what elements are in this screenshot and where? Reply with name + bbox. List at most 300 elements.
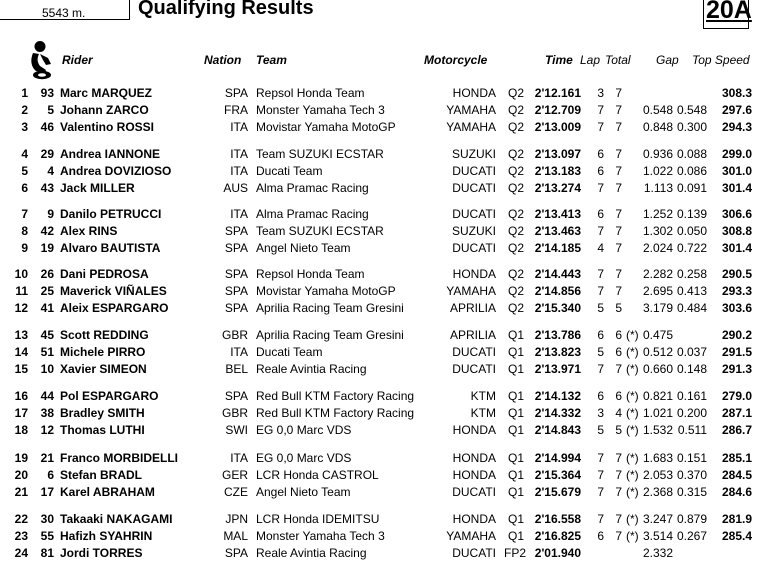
team-name: Aprilia Racing Team Gresini: [256, 301, 404, 315]
team-name: Repsol Honda Team: [256, 267, 365, 281]
total-laps: 7: [615, 181, 622, 195]
nation: GER: [222, 468, 249, 482]
lap-time: 2'13.097: [534, 147, 581, 161]
top-speed: 308.8: [721, 224, 752, 238]
nation: MAL: [223, 529, 248, 543]
nation: SPA: [224, 301, 248, 315]
nation: GBR: [222, 328, 249, 342]
document-code: 20A: [706, 0, 752, 24]
header-rider: Rider: [62, 53, 93, 67]
penalty-mark: (*): [626, 529, 639, 543]
lap-time: 2'13.823: [534, 345, 581, 359]
total-laps: 7: [615, 164, 622, 178]
position: 16: [14, 389, 28, 403]
gap-to-previous: 0.548: [676, 103, 707, 117]
session: Q1: [507, 485, 524, 499]
nation: JPN: [225, 512, 248, 526]
gap-to-previous: 0.267: [676, 529, 707, 543]
motorcycle: HONDA: [452, 423, 496, 437]
motorcycle: DUCATI: [452, 345, 496, 359]
table-row: [0, 545, 765, 562]
gap-to-previous: 0.300: [676, 120, 707, 134]
motorcycle: DUCATI: [452, 546, 496, 560]
rider-number: 41: [40, 301, 54, 315]
total-laps: 4: [615, 406, 622, 420]
total-laps: 7: [615, 485, 622, 499]
position: 19: [14, 451, 28, 465]
rider-name: Pol ESPARGARO: [60, 389, 159, 403]
motorcycle: DUCATI: [452, 485, 496, 499]
session: Q1: [507, 512, 524, 526]
lap-time: 2'01.940: [534, 546, 581, 560]
lap-time: 2'12.161: [534, 86, 581, 100]
total-laps: 7: [615, 267, 622, 281]
gap-to-first: 1.532: [642, 423, 673, 437]
top-speed: 297.6: [721, 103, 752, 117]
gap-to-previous: 0.258: [676, 267, 707, 281]
gap-to-previous: 0.151: [676, 451, 707, 465]
nation: ITA: [230, 345, 248, 359]
session: Q2: [507, 120, 524, 134]
table-row: [0, 283, 765, 300]
top-speed: 294.3: [721, 120, 752, 134]
circuit-length: 5543 m.: [42, 6, 86, 20]
gap-to-previous: 0.370: [676, 468, 707, 482]
gap-to-first: 1.022: [642, 164, 673, 178]
table-row: [0, 240, 765, 257]
table-row: [0, 266, 765, 283]
table-row: [0, 388, 765, 405]
table-row: [0, 344, 765, 361]
team-name: Monster Yamaha Tech 3: [256, 103, 385, 117]
best-lap: 6: [597, 164, 604, 178]
rider-number: 26: [40, 267, 54, 281]
gap-to-first: 1.683: [642, 451, 673, 465]
rider-number: 19: [40, 241, 54, 255]
position: 6: [21, 181, 28, 195]
table-row: [0, 484, 765, 501]
nation: BEL: [225, 362, 248, 376]
motorcycle: DUCATI: [452, 362, 496, 376]
gap-to-first: 2.024: [642, 241, 673, 255]
session: Q2: [507, 284, 524, 298]
rider-name: Maverick VIÑALES: [60, 284, 167, 298]
lap-time: 2'13.971: [534, 362, 581, 376]
motorcycle: HONDA: [452, 451, 496, 465]
nation: SPA: [224, 284, 248, 298]
lap-time: 2'14.443: [534, 267, 581, 281]
position: 7: [21, 207, 28, 221]
page-title: Qualifying Results: [138, 0, 314, 19]
session: Q1: [507, 406, 524, 420]
team-name: Team SUZUKI ECSTAR: [256, 224, 384, 238]
session: Q1: [507, 423, 524, 437]
motorcycle: SUZUKI: [451, 224, 496, 238]
rider-number: 93: [40, 86, 54, 100]
nation: SPA: [224, 546, 248, 560]
total-laps: 6: [615, 328, 622, 342]
header-time: Time: [545, 53, 573, 67]
motorcycle: DUCATI: [452, 241, 496, 255]
rider-name: Franco MORBIDELLI: [60, 451, 179, 465]
rider-name: Scott REDDING: [60, 328, 149, 342]
team-name: Ducati Team: [256, 345, 323, 359]
gap-to-previous: 0.091: [676, 181, 707, 195]
gap-to-first: 0.821: [642, 389, 673, 403]
best-lap: 7: [597, 485, 604, 499]
rider-name: Johann ZARCO: [60, 103, 149, 117]
lap-time: 2'14.994: [534, 451, 581, 465]
lap-time: 2'13.413: [534, 207, 581, 221]
rider-name: Dani PEDROSA: [60, 267, 149, 281]
lap-time: 2'13.786: [534, 328, 581, 342]
motorcycle: YAMAHA: [446, 529, 496, 543]
penalty-mark: (*): [626, 485, 639, 499]
gap-to-previous: 0.484: [676, 301, 707, 315]
gap-to-first: 2.332: [642, 546, 673, 560]
team-name: LCR Honda IDEMITSU: [256, 512, 380, 526]
table-row: [0, 85, 765, 102]
best-lap: 5: [597, 345, 604, 359]
position: 24: [14, 546, 28, 560]
team-name: Reale Avintia Racing: [256, 362, 367, 376]
gap-to-first: 1.113: [643, 181, 673, 195]
best-lap: 7: [597, 267, 604, 281]
rider-name: Andrea DOVIZIOSO: [60, 164, 172, 178]
rider-number: 10: [40, 362, 54, 376]
top-speed: 306.6: [721, 207, 752, 221]
gap-to-first: 2.282: [642, 267, 673, 281]
team-name: Red Bull KTM Factory Racing: [256, 389, 415, 403]
lap-time: 2'15.364: [534, 468, 581, 482]
gap-to-first: 0.848: [642, 120, 673, 134]
best-lap: 5: [597, 301, 604, 315]
motorcycle: APRILIA: [449, 301, 496, 315]
best-lap: 7: [597, 284, 604, 298]
lap-time: 2'15.340: [534, 301, 581, 315]
best-lap: 6: [597, 147, 604, 161]
team-name: Movistar Yamaha MotoGP: [256, 284, 396, 298]
total-laps: 7: [615, 512, 622, 526]
session: FP2: [504, 546, 527, 560]
penalty-mark: (*): [626, 423, 639, 437]
rider-number: 55: [40, 529, 54, 543]
rider-name: Takaaki NAKAGAMI: [60, 512, 173, 526]
table-row: [0, 450, 765, 467]
position: 8: [21, 224, 28, 238]
motorcycle: DUCATI: [452, 181, 496, 195]
rider-number: 21: [40, 451, 54, 465]
rider-number: 9: [47, 207, 54, 221]
motorcycle: HONDA: [452, 468, 496, 482]
team-name: Angel Nieto Team: [256, 485, 351, 499]
top-speed: 285.4: [721, 529, 752, 543]
top-speed: 303.6: [721, 301, 752, 315]
team-name: Angel Nieto Team: [256, 241, 351, 255]
table-row: [0, 422, 765, 439]
gap-to-first: 2.695: [642, 284, 673, 298]
position: 14: [14, 345, 28, 359]
rider-number: 45: [40, 328, 54, 342]
header-motorcycle: Motorcycle: [424, 53, 488, 67]
gap-to-previous: 0.722: [676, 241, 707, 255]
position: 2: [21, 103, 28, 117]
session: Q2: [507, 181, 524, 195]
team-name: Aprilia Racing Team Gresini: [256, 328, 404, 342]
total-laps: 7: [615, 241, 622, 255]
session: Q1: [507, 451, 524, 465]
gap-to-first: 1.252: [642, 207, 673, 221]
table-row: [0, 206, 765, 223]
penalty-mark: (*): [626, 512, 639, 526]
top-speed: 308.3: [721, 86, 752, 100]
top-speed: 299.0: [721, 147, 752, 161]
position: 5: [21, 164, 28, 178]
best-lap: 6: [597, 389, 604, 403]
team-name: LCR Honda CASTROL: [256, 468, 379, 482]
rider-name: Bradley SMITH: [60, 406, 145, 420]
header-gap: Gap: [656, 53, 679, 67]
lap-time: 2'14.843: [534, 423, 581, 437]
session: Q1: [507, 529, 524, 543]
table-row: [0, 223, 765, 240]
total-laps: 7: [615, 147, 622, 161]
penalty-mark: (*): [626, 406, 639, 420]
table-row: [0, 163, 765, 180]
best-lap: 5: [597, 423, 604, 437]
session: Q2: [507, 241, 524, 255]
nation: GBR: [222, 406, 249, 420]
rider-name: Danilo PETRUCCI: [60, 207, 162, 221]
best-lap: 6: [597, 207, 604, 221]
rider-number: 51: [40, 345, 54, 359]
position: 3: [21, 120, 28, 134]
motorcycle: HONDA: [452, 512, 496, 526]
top-speed: 301.4: [721, 241, 752, 255]
total-laps: 7: [615, 529, 622, 543]
team-name: Movistar Yamaha MotoGP: [256, 120, 396, 134]
total-laps: 7: [615, 86, 622, 100]
position: 9: [21, 241, 28, 255]
position: 15: [14, 362, 28, 376]
team-name: Reale Avintia Racing: [256, 546, 367, 560]
motorcycle: KTM: [470, 406, 496, 420]
team-name: Red Bull KTM Factory Racing: [256, 406, 415, 420]
nation: AUS: [223, 181, 248, 195]
gap-to-first: 0.512: [642, 345, 673, 359]
nation: SPA: [224, 86, 248, 100]
gap-to-first: 2.368: [642, 485, 673, 499]
rider-name: Alvaro BAUTISTA: [60, 241, 161, 255]
session: Q2: [507, 207, 524, 221]
gap-to-first: 0.936: [642, 147, 673, 161]
total-laps: 7: [615, 284, 622, 298]
best-lap: 7: [597, 451, 604, 465]
gap-to-first: 3.514: [642, 529, 673, 543]
motorcycle: YAMAHA: [446, 120, 496, 134]
motorcycle: DUCATI: [452, 164, 496, 178]
position: 22: [14, 512, 28, 526]
lap-time: 2'14.332: [534, 406, 581, 420]
table-row: [0, 511, 765, 528]
gap-to-first: 2.053: [642, 468, 673, 482]
lap-time: 2'15.679: [534, 485, 581, 499]
header-nation: Nation: [204, 53, 242, 67]
rider-number: 38: [40, 406, 54, 420]
table-row: [0, 405, 765, 422]
position: 17: [14, 406, 28, 420]
session: Q2: [507, 86, 524, 100]
header-lap: Lap: [580, 53, 601, 67]
nation: SPA: [224, 389, 248, 403]
session: Q2: [507, 224, 524, 238]
lap-time: 2'13.183: [534, 164, 581, 178]
team-name: EG 0,0 Marc VDS: [256, 423, 352, 437]
motorcycle-rider-icon: [24, 40, 58, 80]
total-laps: 7: [615, 120, 622, 134]
rider-name: Marc MARQUEZ: [60, 86, 153, 100]
gap-to-previous: 0.161: [676, 389, 707, 403]
gap-to-previous: 0.086: [676, 164, 707, 178]
table-row: [0, 528, 765, 545]
team-name: Monster Yamaha Tech 3: [256, 529, 385, 543]
best-lap: 7: [597, 468, 604, 482]
position: 10: [14, 267, 28, 281]
rider-name: Andrea IANNONE: [60, 147, 161, 161]
session: Q1: [507, 468, 524, 482]
rider-name: Thomas LUTHI: [60, 423, 145, 437]
motorcycle: HONDA: [452, 267, 496, 281]
motorcycle: KTM: [470, 389, 496, 403]
best-lap: 7: [597, 103, 604, 117]
position: 12: [14, 301, 28, 315]
rider-number: 46: [40, 120, 54, 134]
table-row: [0, 300, 765, 317]
lap-time: 2'14.856: [534, 284, 581, 298]
lap-time: 2'13.274: [534, 181, 581, 195]
session: Q2: [507, 267, 524, 281]
rider-number: 25: [40, 284, 54, 298]
rider-number: 5: [47, 103, 54, 117]
nation: FRA: [224, 103, 248, 117]
team-name: Repsol Honda Team: [256, 86, 365, 100]
gap-to-first: 0.475: [642, 328, 673, 342]
total-laps: 7: [615, 451, 622, 465]
total-laps: 7: [615, 207, 622, 221]
lap-time: 2'13.009: [534, 120, 581, 134]
position: 23: [14, 529, 28, 543]
penalty-mark: (*): [626, 345, 639, 359]
best-lap: 7: [597, 120, 604, 134]
total-laps: 5: [615, 423, 622, 437]
gap-to-first: 3.179: [642, 301, 673, 315]
top-speed: 291.5: [721, 345, 752, 359]
gap-to-previous: 0.037: [676, 345, 707, 359]
team-name: Alma Pramac Racing: [256, 207, 369, 221]
lap-time: 2'16.825: [534, 529, 581, 543]
motorcycle: HONDA: [452, 86, 496, 100]
table-row: [0, 102, 765, 119]
rider-name: Michele PIRRO: [60, 345, 146, 359]
best-lap: 7: [597, 362, 604, 376]
top-speed: 290.2: [721, 328, 752, 342]
top-speed: 281.9: [721, 512, 752, 526]
top-speed: 301.4: [721, 181, 752, 195]
table-row: [0, 467, 765, 484]
nation: SPA: [224, 267, 248, 281]
header-total: Total: [605, 53, 631, 67]
session: Q1: [507, 389, 524, 403]
nation: SWI: [225, 423, 248, 437]
gap-to-previous: 0.200: [676, 406, 707, 420]
header-team: Team: [256, 53, 287, 67]
rider-number: 29: [40, 147, 54, 161]
session: Q1: [507, 345, 524, 359]
top-speed: 293.3: [721, 284, 752, 298]
position: 4: [21, 147, 28, 161]
session: Q2: [507, 301, 524, 315]
position: 13: [14, 328, 28, 342]
rider-number: 12: [40, 423, 54, 437]
motorcycle: YAMAHA: [446, 284, 496, 298]
top-speed: 290.5: [721, 267, 752, 281]
table-row: [0, 361, 765, 378]
top-speed: 279.0: [721, 389, 752, 403]
rider-number: 44: [40, 389, 54, 403]
gap-to-previous: 0.879: [676, 512, 707, 526]
motorcycle: APRILIA: [449, 328, 496, 342]
lap-time: 2'14.132: [534, 389, 581, 403]
nation: CZE: [224, 485, 248, 499]
best-lap: 7: [597, 224, 604, 238]
rider-number: 6: [47, 468, 54, 482]
position: 11: [15, 284, 28, 298]
total-laps: 5: [615, 301, 622, 315]
lap-time: 2'14.185: [534, 241, 581, 255]
nation: SPA: [224, 241, 248, 255]
best-lap: 7: [597, 181, 604, 195]
nation: ITA: [230, 451, 248, 465]
table-row: [0, 327, 765, 344]
gap-to-first: 1.302: [642, 224, 673, 238]
nation: ITA: [230, 147, 248, 161]
rider-number: 4: [47, 164, 54, 178]
gap-to-previous: 0.315: [676, 485, 707, 499]
gap-to-first: 0.548: [642, 103, 673, 117]
lap-time: 2'13.463: [534, 224, 581, 238]
rider-number: 42: [40, 224, 54, 238]
penalty-mark: (*): [626, 468, 639, 482]
rider-name: Jack MILLER: [60, 181, 135, 195]
rider-number: 17: [40, 485, 54, 499]
best-lap: 6: [597, 529, 604, 543]
rider-number: 43: [40, 181, 54, 195]
lap-time: 2'12.709: [534, 103, 581, 117]
gap-to-previous: 0.511: [677, 423, 707, 437]
top-speed: 301.0: [721, 164, 752, 178]
nation: SPA: [224, 224, 248, 238]
total-laps: 6: [615, 389, 622, 403]
session: Q1: [507, 362, 524, 376]
session: Q2: [507, 147, 524, 161]
gap-to-previous: 0.139: [676, 207, 707, 221]
gap-to-first: 1.021: [642, 406, 673, 420]
rider-name: Alex RINS: [60, 224, 118, 238]
best-lap: 3: [597, 86, 604, 100]
team-name: Team SUZUKI ECSTAR: [256, 147, 384, 161]
rider-name: Valentino ROSSI: [60, 120, 155, 134]
gap-to-previous: 0.148: [676, 362, 707, 376]
